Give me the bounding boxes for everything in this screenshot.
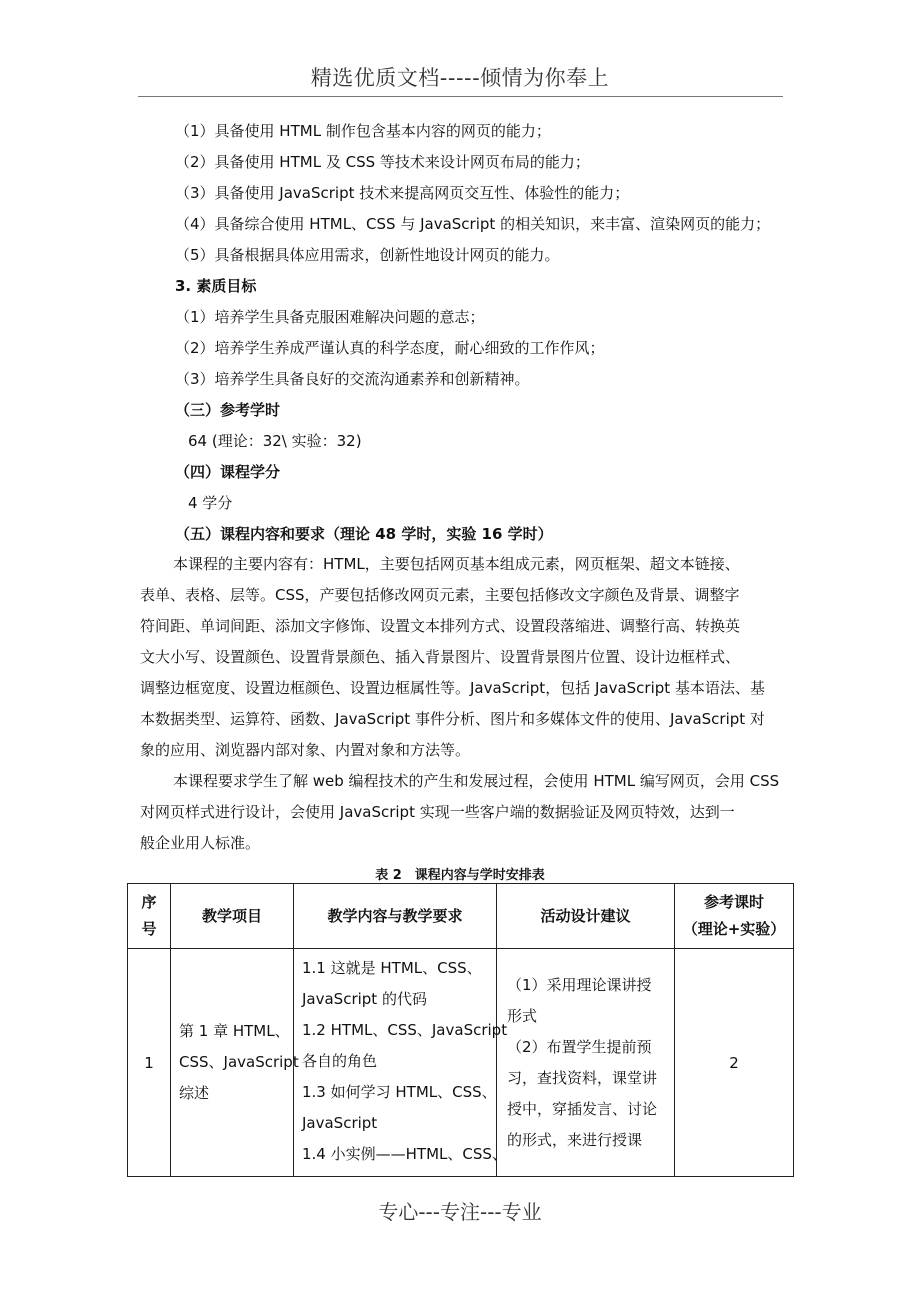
project-line: 第 1 章 HTML、	[179, 1022, 290, 1040]
header-project: 教学项目	[171, 884, 294, 949]
header-divider	[138, 96, 783, 97]
para1-line: 表单、表格、层等。CSS，产要包括修改网页元素，主要包括修改文字颜色及背景、调整字	[140, 586, 740, 604]
credits-heading: （四）课程学分	[175, 463, 281, 481]
header-hours	[675, 884, 794, 949]
page-footer: 专心---专注---专业	[378, 1200, 542, 1224]
header-hours-line: 参考课时	[703, 893, 764, 911]
header-seq-line: 号	[141, 920, 157, 938]
activity-line: 授中，穿插发言、讨论	[507, 1099, 658, 1118]
header-seq-line: 序	[141, 893, 157, 911]
header-hours-line: （理论+实验）	[682, 920, 786, 938]
table-header-row	[128, 884, 794, 949]
ability-item-5: （5）具备根据具体应用需求，创新性地设计网页的能力。	[175, 246, 560, 264]
activity-line: 的形式，来进行授课	[507, 1130, 643, 1149]
para1-line: 本数据类型、运算符、函数、JavaScript 事件分析、图片和多媒体文件的使用、JavaScript 对	[140, 710, 765, 728]
ability-item-2: （2）具备使用 HTML 及 CSS 等技术来设计网页布局的能力；	[175, 153, 590, 171]
project-line: 综述	[179, 1084, 210, 1102]
ability-item-4: （4）具备综合使用 HTML、CSS 与 JavaScript 的相关知识，来丰富、渲染网页的能力；	[175, 215, 771, 233]
content-line: JavaScript	[302, 1114, 378, 1132]
row-content	[294, 949, 508, 1177]
para2-line: 对网页样式进行设计，会使用 JavaScript 实现一些客户端的数据验证及网页特效，达到一	[140, 803, 735, 821]
row-seq: 1	[128, 949, 171, 1177]
table-caption: 表 2 课程内容与学时安排表	[375, 868, 545, 883]
para1-line: 符间距、单词间距、添加文字修饰、设置文本排列方式、设置段落缩进、调整行高、转换英	[140, 617, 741, 635]
para2-line: 本课程要求学生了解 web 编程技术的产生和发展过程，会使用 HTML 编写网页，会用 CSS	[173, 772, 780, 790]
content-line: 1.3 如何学习 HTML、CSS、	[302, 1083, 497, 1101]
course-schedule-table	[127, 883, 794, 1177]
header-activity: 活动设计建议	[497, 884, 675, 949]
content-paragraph-1	[140, 549, 780, 766]
ability-item-1: （1）具备使用 HTML 制作包含基本内容的网页的能力；	[175, 122, 551, 140]
project-line: CSS、JavaScript	[179, 1053, 299, 1071]
para1-line: 调整边框宽度、设置边框颜色、设置边框属性等。JavaScript，包括 JavaScript 基本语法、基	[140, 679, 765, 697]
content-line: 1.2 HTML、CSS、JavaScript	[302, 1021, 508, 1039]
credits-value: 4 学分	[188, 494, 233, 512]
quality-item-1: （1）培养学生具备克服困难解决问题的意志；	[175, 308, 485, 326]
activity-line: 形式	[507, 1006, 538, 1025]
quality-item-2: （2）培养学生养成严谨认真的科学态度，耐心细致的工作作风；	[175, 339, 605, 357]
content-line: 1.4 小实例——HTML、CSS、	[302, 1145, 507, 1163]
row-activity	[497, 949, 675, 1177]
page-header: 精选优质文档-----倾情为你奉上	[310, 66, 610, 90]
activity-line: （2）布置学生提前预	[507, 1037, 652, 1056]
content-line: 1.1 这就是 HTML、CSS、	[302, 959, 482, 977]
content-paragraph-2	[140, 766, 780, 859]
para1-line: 象的应用、浏览器内部对象、内置对象和方法等。	[140, 741, 471, 759]
quality-item-3: （3）培养学生具备良好的交流沟通素养和创新精神。	[175, 370, 530, 388]
para1-line: 文大小写、设置颜色、设置背景颜色、插入背景图片、设置背景图片位置、设计边框样式、	[140, 648, 741, 666]
quality-heading: 3. 素质目标	[175, 277, 257, 295]
para2-line: 般企业用人标准。	[140, 834, 261, 852]
row-hours: 2	[675, 949, 794, 1177]
content-line: JavaScript 的代码	[302, 990, 427, 1008]
hours-value: 64 (理论：32\ 实验：32)	[188, 432, 362, 450]
content-heading: （五）课程内容和要求（理论 48 学时，实验 16 学时）	[175, 525, 553, 543]
hours-heading: （三）参考学时	[175, 401, 281, 419]
activity-line: （1）采用理论课讲授	[507, 975, 652, 994]
row-project	[171, 949, 299, 1177]
content-line: 各自的角色	[302, 1052, 378, 1070]
header-content: 教学内容与教学要求	[294, 884, 497, 949]
table-row	[128, 949, 794, 1177]
para1-line: 本课程的主要内容有：HTML，主要包括网页基本组成元素，网页框架、超文本链接、	[173, 555, 740, 573]
ability-item-3: （3）具备使用 JavaScript 技术来提高网页交互性、体验性的能力；	[175, 184, 630, 202]
header-seq	[128, 884, 171, 949]
activity-line: 习，查找资料，课堂讲	[507, 1068, 658, 1087]
